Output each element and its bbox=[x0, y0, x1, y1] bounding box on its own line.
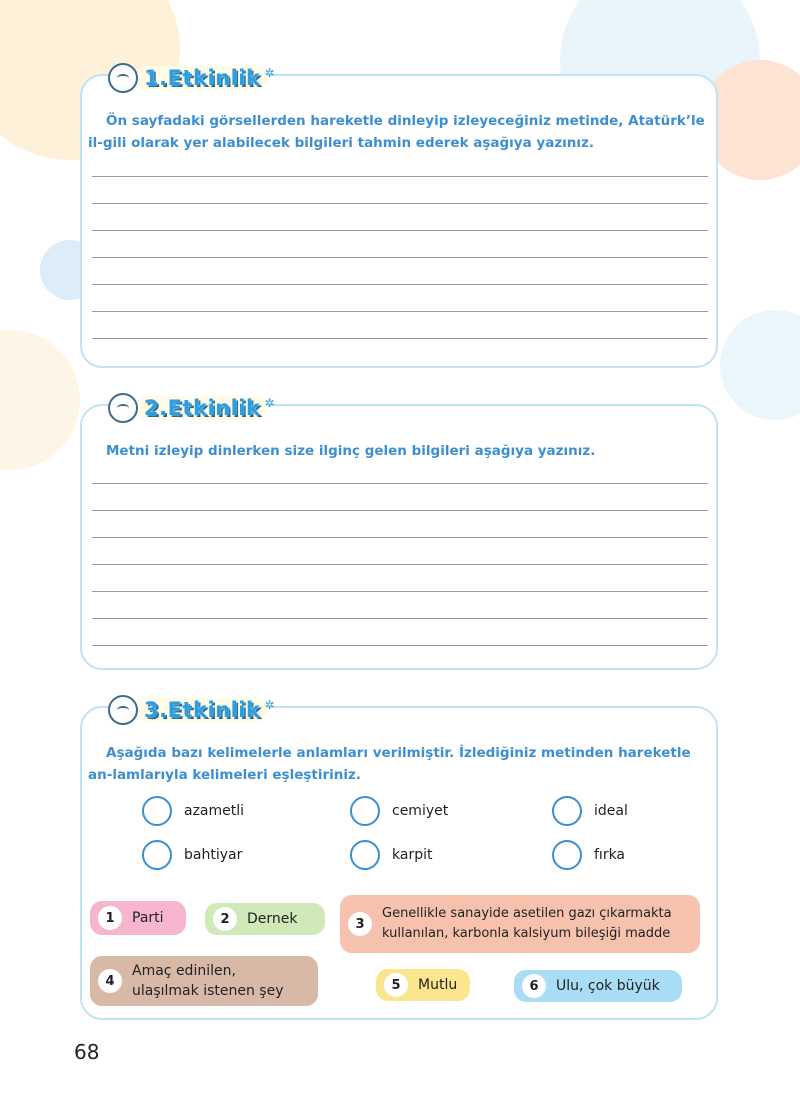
mascot-icon bbox=[108, 695, 138, 725]
word-label: ideal bbox=[594, 803, 628, 819]
meaning-number: 5 bbox=[384, 973, 408, 997]
word-item bbox=[350, 796, 448, 826]
writing-line[interactable] bbox=[92, 483, 708, 484]
activity3-instruction: Aşağıda bazı kelimelerle anlamları verilmiştir. İzlediğiniz metinden hareketle an-lamlarıyla kelimeleri eşleştiriniz. bbox=[88, 745, 691, 783]
background-blob bbox=[720, 310, 800, 420]
meaning-chip bbox=[514, 970, 682, 1002]
answer-circle[interactable] bbox=[552, 840, 582, 870]
background-blob bbox=[0, 330, 80, 470]
writing-line[interactable] bbox=[92, 284, 708, 285]
writing-line[interactable] bbox=[92, 176, 708, 177]
word-item bbox=[142, 840, 242, 870]
meaning-text: Dernek bbox=[247, 911, 298, 927]
meaning-chip bbox=[90, 956, 318, 1006]
sparkle-icon: ✲ bbox=[264, 66, 275, 80]
writing-line[interactable] bbox=[92, 537, 708, 538]
activity2-instruction: Metni izleyip dinlerken size ilginç gelen bilgileri aşağıya yazınız. bbox=[106, 443, 596, 459]
meaning-number: 1 bbox=[98, 906, 122, 930]
writing-line[interactable] bbox=[92, 230, 708, 231]
word-item bbox=[552, 796, 628, 826]
activity1-badge bbox=[108, 60, 275, 96]
writing-line[interactable] bbox=[92, 510, 708, 511]
word-item bbox=[142, 796, 244, 826]
activity1-instruction: Ön sayfadaki görsellerden hareketle dinleyip izleyeceğiniz metinde, Atatürk’le il-gili olarak yer alabilecek bilgileri tahmin ederek aşağıya yazınız. bbox=[88, 113, 705, 151]
word-item bbox=[350, 840, 432, 870]
word-label: azametli bbox=[184, 803, 245, 819]
activity2-title: 2.Etkinlik bbox=[136, 396, 268, 420]
meaning-chip bbox=[340, 895, 700, 953]
writing-line[interactable] bbox=[92, 257, 708, 258]
word-label: fırka bbox=[594, 847, 626, 863]
meaning-text: Parti bbox=[132, 910, 164, 926]
activity3-badge bbox=[108, 692, 275, 728]
word-label: karpit bbox=[392, 847, 433, 863]
sparkle-icon: ✲ bbox=[264, 396, 275, 410]
meaning-chip bbox=[376, 969, 470, 1001]
sparkle-icon: ✲ bbox=[264, 698, 275, 712]
meaning-text: Mutlu bbox=[418, 977, 458, 993]
writing-line[interactable] bbox=[92, 645, 708, 646]
mascot-icon bbox=[108, 393, 138, 423]
word-label: bahtiyar bbox=[184, 847, 243, 863]
word-label: cemiyet bbox=[392, 803, 449, 819]
writing-line[interactable] bbox=[92, 338, 708, 339]
meaning-number: 6 bbox=[522, 974, 546, 998]
activity1-title: 1.Etkinlik bbox=[136, 66, 268, 90]
writing-line[interactable] bbox=[92, 311, 708, 312]
answer-circle[interactable] bbox=[142, 840, 172, 870]
activity2-badge bbox=[108, 390, 275, 426]
mascot-icon bbox=[108, 63, 138, 93]
answer-circle[interactable] bbox=[142, 796, 172, 826]
writing-line[interactable] bbox=[92, 203, 708, 204]
answer-circle[interactable] bbox=[350, 796, 380, 826]
meaning-chip bbox=[90, 901, 186, 935]
writing-line[interactable] bbox=[92, 564, 708, 565]
writing-line[interactable] bbox=[92, 618, 708, 619]
meaning-text: Ulu, çok büyük bbox=[556, 978, 660, 994]
answer-circle[interactable] bbox=[552, 796, 582, 826]
meaning-text: Genellikle sanayide asetilen gazı çıkarmakta kullanılan, karbonla kalsiyum bileşiği madde bbox=[382, 906, 672, 941]
writing-line[interactable] bbox=[92, 591, 708, 592]
meaning-number: 3 bbox=[348, 912, 372, 936]
meaning-number: 4 bbox=[98, 969, 122, 993]
activity3-title: 3.Etkinlik bbox=[136, 698, 268, 722]
meaning-text: Amaç edinilen, ulaşılmak istenen şey bbox=[132, 963, 284, 999]
meaning-chip bbox=[205, 903, 325, 935]
page-number: 68 bbox=[74, 1040, 100, 1064]
answer-circle[interactable] bbox=[350, 840, 380, 870]
meaning-number: 2 bbox=[213, 907, 237, 931]
word-item bbox=[552, 840, 625, 870]
